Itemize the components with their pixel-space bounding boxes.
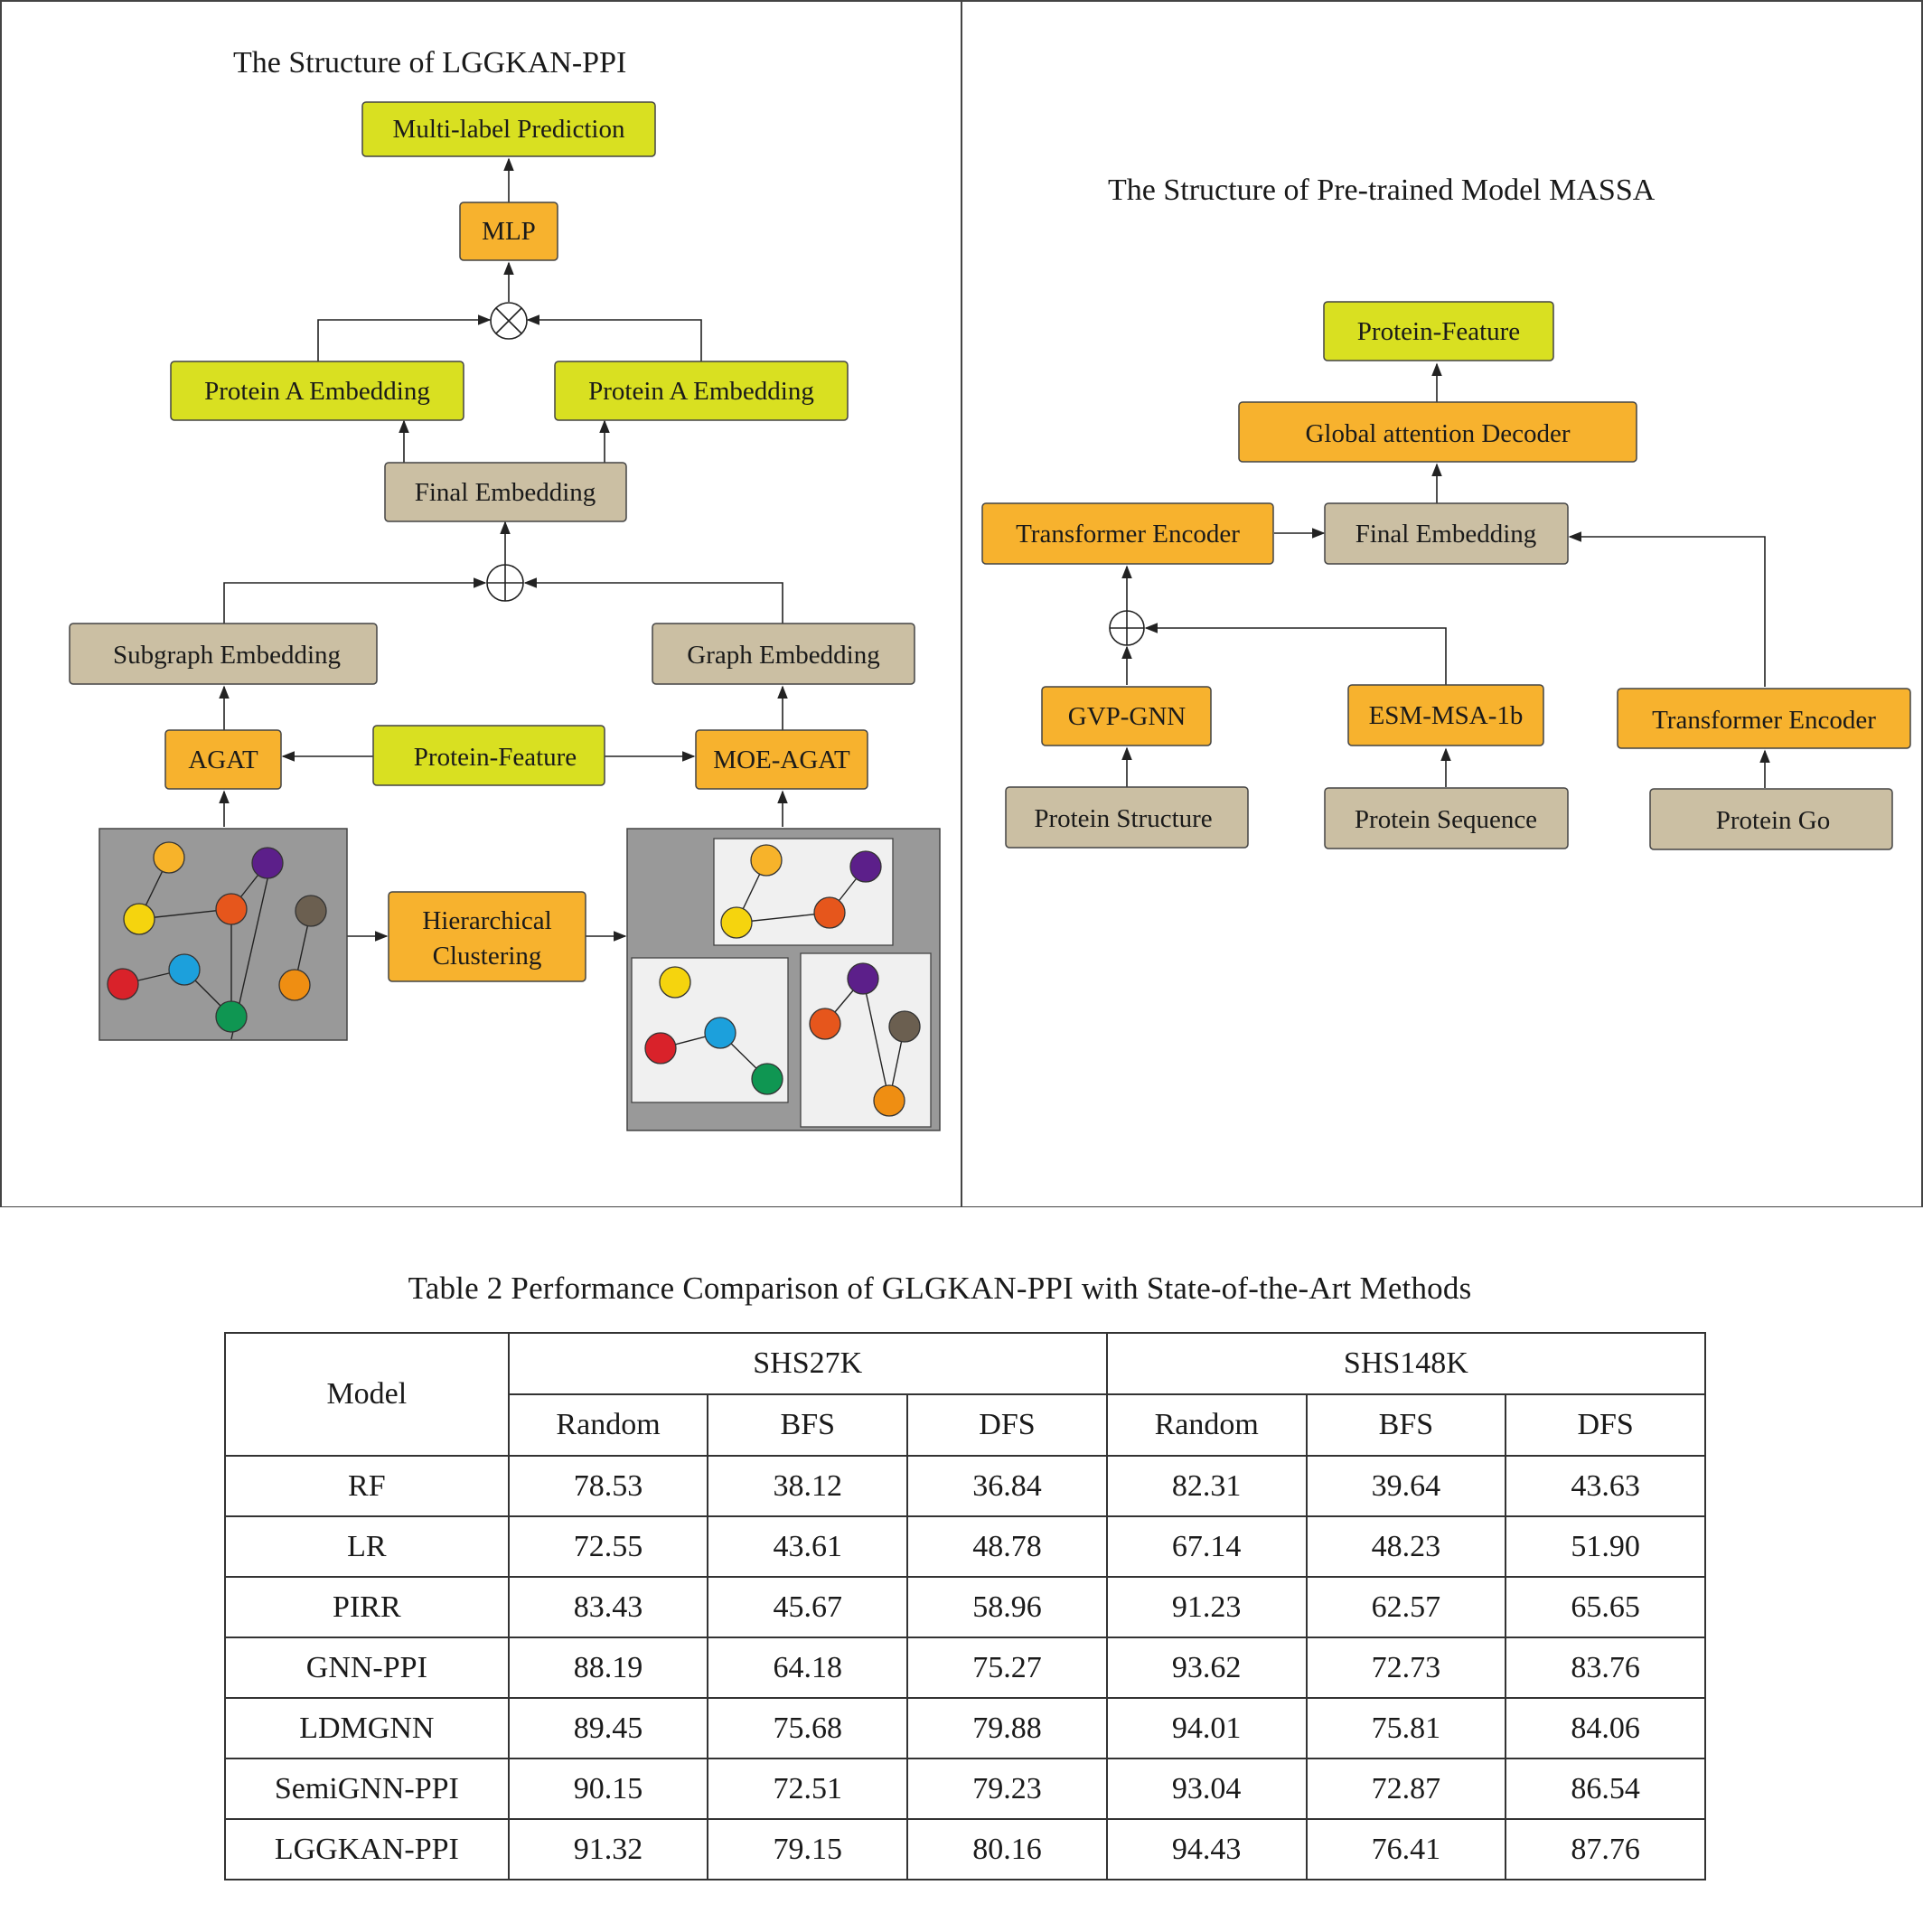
transformer-encoder-right-box bbox=[1618, 689, 1910, 748]
protein-feature-left-box bbox=[373, 726, 605, 785]
clustered-graph bbox=[627, 829, 940, 1130]
table-row bbox=[225, 1637, 1705, 1698]
multiply-operator bbox=[491, 303, 527, 339]
model-column-header: Model bbox=[225, 1333, 509, 1456]
graph-embedding-box bbox=[652, 624, 915, 684]
score-cell: 82.31 bbox=[1107, 1456, 1307, 1516]
protein-feature-right-label: Protein-Feature bbox=[1356, 317, 1521, 346]
mlp-box bbox=[460, 202, 558, 260]
score-cell: 94.01 bbox=[1107, 1698, 1307, 1758]
score-cell: 48.78 bbox=[907, 1516, 1107, 1577]
score-cell: 76.41 bbox=[1307, 1819, 1506, 1880]
score-cell: 88.19 bbox=[509, 1637, 708, 1698]
protein-sequence-box bbox=[1325, 788, 1568, 849]
score-cell: 72.73 bbox=[1307, 1637, 1506, 1698]
table-row bbox=[225, 1819, 1705, 1880]
node-yellow-icon bbox=[124, 904, 155, 934]
subgraph-embedding-box bbox=[70, 624, 377, 684]
score-cell: 67.14 bbox=[1107, 1516, 1307, 1577]
score-cell: 43.61 bbox=[708, 1516, 907, 1577]
sub-header-bfs: BFS bbox=[708, 1394, 907, 1456]
transformer-encoder-right-label: Transformer Encoder bbox=[1652, 706, 1876, 735]
table-row bbox=[225, 1456, 1705, 1516]
table-row bbox=[225, 1698, 1705, 1758]
score-cell: 86.54 bbox=[1506, 1758, 1705, 1819]
protein-structure-label: Protein Structure bbox=[1034, 804, 1213, 833]
score-cell: 64.18 bbox=[708, 1637, 907, 1698]
add-operator-left bbox=[487, 565, 523, 601]
transformer-encoder-top-label: Transformer Encoder bbox=[1016, 520, 1240, 549]
model-name-cell: RF bbox=[225, 1456, 509, 1516]
score-cell: 72.55 bbox=[509, 1516, 708, 1577]
score-cell: 43.63 bbox=[1506, 1456, 1705, 1516]
node-orange-icon bbox=[279, 970, 310, 1000]
score-cell: 90.15 bbox=[509, 1758, 708, 1819]
table-row bbox=[225, 1577, 1705, 1637]
score-cell: 94.43 bbox=[1107, 1819, 1307, 1880]
node-blue-icon bbox=[169, 954, 200, 985]
performance-table bbox=[224, 1332, 1706, 1880]
table-row bbox=[225, 1758, 1705, 1819]
score-cell: 87.76 bbox=[1506, 1819, 1705, 1880]
model-name-cell: LGGKAN-PPI bbox=[225, 1819, 509, 1880]
performance-table-section bbox=[0, 1207, 1923, 1932]
score-cell: 83.43 bbox=[509, 1577, 708, 1637]
node-purple-icon bbox=[252, 848, 283, 878]
final-embedding-right-label: Final Embedding bbox=[1355, 520, 1537, 549]
table-title: Table 2 Performance Comparison of GLGKAN-PPI with State-of-the-Art Methods bbox=[408, 1271, 1472, 1306]
moe-agat-box bbox=[696, 730, 868, 789]
score-cell: 51.90 bbox=[1506, 1516, 1705, 1577]
input-graph bbox=[99, 829, 347, 1040]
score-cell: 62.57 bbox=[1307, 1577, 1506, 1637]
protein-a-embedding-right-box bbox=[555, 361, 848, 420]
score-cell: 79.15 bbox=[708, 1819, 907, 1880]
protein-go-label: Protein Go bbox=[1715, 806, 1831, 835]
sub-header-random: Random bbox=[509, 1394, 708, 1456]
left-panel-title: The Structure of LGGKAN-PPI bbox=[233, 46, 627, 80]
model-name-cell: LDMGNN bbox=[225, 1698, 509, 1758]
graph-embedding-label: Graph Embedding bbox=[687, 641, 880, 670]
score-cell: 91.32 bbox=[509, 1819, 708, 1880]
model-name-cell: SemiGNN-PPI bbox=[225, 1758, 509, 1819]
sub-header-dfs: DFS bbox=[907, 1394, 1107, 1456]
sub-header-random: Random bbox=[1107, 1394, 1307, 1456]
moe-agat-label: MOE-AGAT bbox=[713, 746, 850, 774]
score-cell: 75.81 bbox=[1307, 1698, 1506, 1758]
esm-msa-label: ESM-MSA-1b bbox=[1368, 701, 1524, 730]
score-cell: 48.23 bbox=[1307, 1516, 1506, 1577]
group-header-shs148k: SHS148K bbox=[1107, 1333, 1705, 1394]
protein-go-box bbox=[1650, 789, 1892, 849]
score-cell: 58.96 bbox=[907, 1577, 1107, 1637]
mlp-label: MLP bbox=[482, 217, 536, 246]
protein-structure-box bbox=[1006, 787, 1248, 848]
score-cell: 93.62 bbox=[1107, 1637, 1307, 1698]
transformer-encoder-top-box bbox=[982, 503, 1273, 564]
right-panel-title: The Structure of Pre-trained Model MASSA bbox=[1108, 174, 1656, 207]
add-operator-right bbox=[1110, 611, 1144, 645]
sub-header-dfs: DFS bbox=[1506, 1394, 1705, 1456]
left-connectors bbox=[224, 159, 783, 936]
multi-label-prediction-box bbox=[362, 102, 655, 156]
node-red-orange-icon bbox=[216, 894, 247, 924]
score-cell: 91.23 bbox=[1107, 1577, 1307, 1637]
score-cell: 75.68 bbox=[708, 1698, 907, 1758]
score-cell: 93.04 bbox=[1107, 1758, 1307, 1819]
node-brown-icon bbox=[295, 896, 326, 926]
gvp-gnn-label: GVP-GNN bbox=[1067, 702, 1187, 731]
group-header-shs27k: SHS27K bbox=[509, 1333, 1107, 1394]
node-orange-light-icon bbox=[154, 842, 184, 873]
score-cell: 89.45 bbox=[509, 1698, 708, 1758]
score-cell: 79.88 bbox=[907, 1698, 1107, 1758]
score-cell: 36.84 bbox=[907, 1456, 1107, 1516]
protein-a-embedding-right-label: Protein A Embedding bbox=[588, 377, 814, 406]
final-embedding-right-box bbox=[1325, 503, 1568, 564]
score-cell: 80.16 bbox=[907, 1819, 1107, 1880]
protein-feature-right-box bbox=[1324, 302, 1553, 361]
agat-box bbox=[165, 730, 281, 789]
hierarchical-clustering-label-line2: Clustering bbox=[432, 942, 542, 971]
model-name-cell: PIRR bbox=[225, 1577, 509, 1637]
hierarchical-clustering-label-line1: Hierarchical bbox=[422, 906, 552, 935]
model-name-cell: GNN-PPI bbox=[225, 1637, 509, 1698]
global-attention-decoder-box bbox=[1239, 402, 1637, 462]
multi-label-prediction-label: Multi-label Prediction bbox=[392, 115, 625, 144]
hierarchical-clustering-box bbox=[389, 892, 586, 981]
subgraph-embedding-label: Subgraph Embedding bbox=[112, 641, 342, 670]
score-cell: 78.53 bbox=[509, 1456, 708, 1516]
score-cell: 39.64 bbox=[1307, 1456, 1506, 1516]
table-row bbox=[225, 1516, 1705, 1577]
model-name-cell: LR bbox=[225, 1516, 509, 1577]
score-cell: 72.87 bbox=[1307, 1758, 1506, 1819]
protein-a-embedding-left-label: Protein A Embedding bbox=[204, 377, 430, 406]
sub-header-bfs: BFS bbox=[1307, 1394, 1506, 1456]
score-cell: 84.06 bbox=[1506, 1698, 1705, 1758]
esm-msa-box bbox=[1348, 685, 1543, 746]
score-cell: 75.27 bbox=[907, 1637, 1107, 1698]
global-attention-decoder-label: Global attention Decoder bbox=[1305, 419, 1571, 448]
final-embedding-left-box bbox=[385, 463, 626, 521]
protein-feature-left-label: Protein-Feature bbox=[413, 743, 577, 772]
node-green-icon bbox=[216, 1001, 247, 1032]
protein-a-embedding-left-box bbox=[171, 361, 464, 420]
score-cell: 38.12 bbox=[708, 1456, 907, 1516]
score-cell: 83.76 bbox=[1506, 1637, 1705, 1698]
score-cell: 65.65 bbox=[1506, 1577, 1705, 1637]
protein-sequence-label: Protein Sequence bbox=[1354, 805, 1538, 834]
score-cell: 72.51 bbox=[708, 1758, 907, 1819]
score-cell: 79.23 bbox=[907, 1758, 1107, 1819]
gvp-gnn-box bbox=[1042, 687, 1211, 746]
final-embedding-left-label: Final Embedding bbox=[414, 478, 596, 507]
score-cell: 45.67 bbox=[708, 1577, 907, 1637]
agat-label: AGAT bbox=[188, 746, 258, 774]
node-red-icon bbox=[108, 969, 138, 999]
